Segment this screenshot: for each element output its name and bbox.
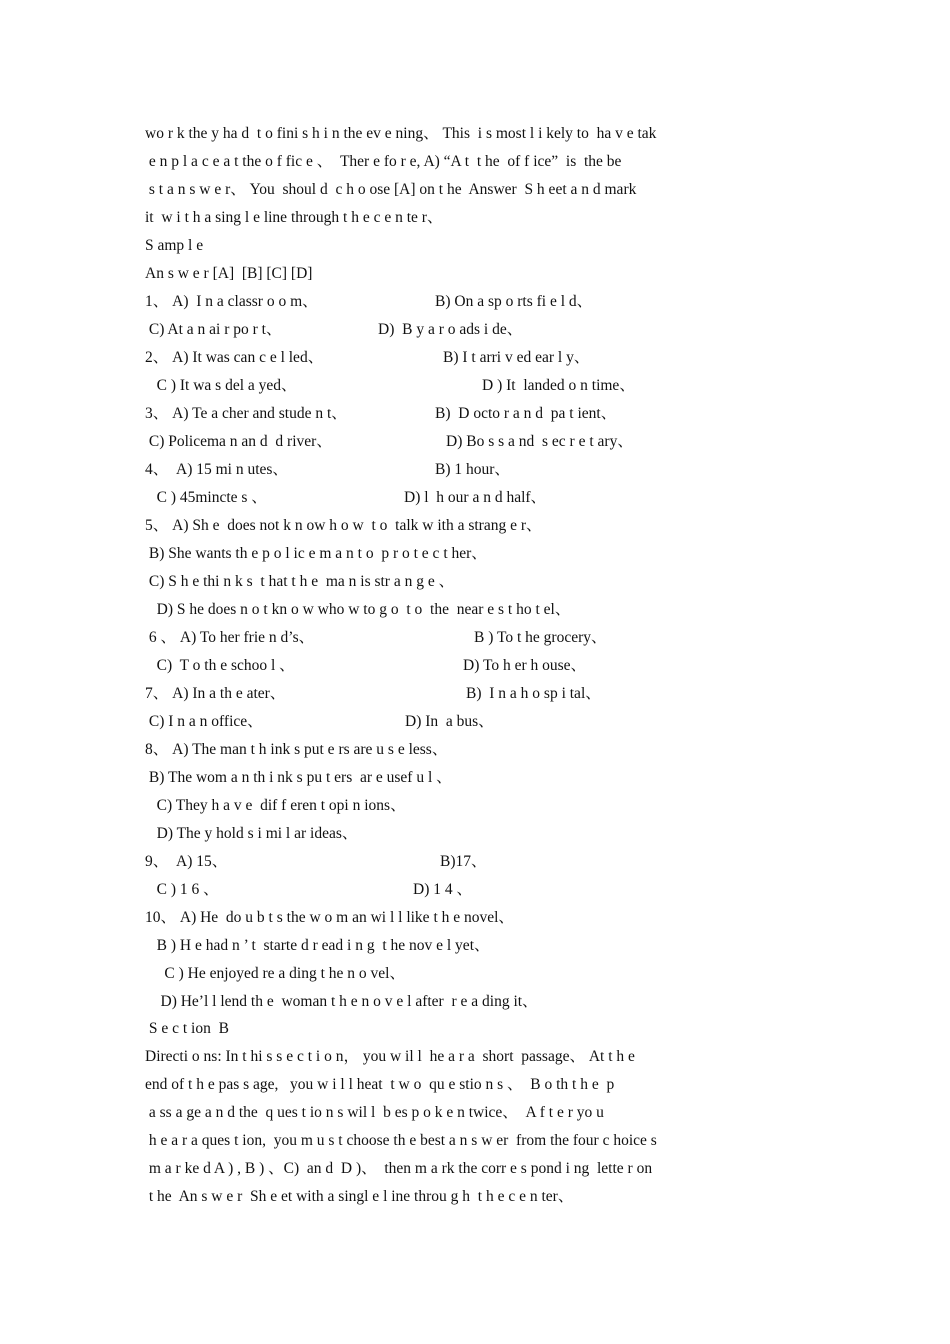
q1-option-a: 1、 A) I n a classr o o m、 xyxy=(145,293,318,310)
q6-option-b: B ) To t he grocery、 xyxy=(474,629,607,646)
sample-label: S amp l e xyxy=(145,237,204,254)
q5-option-c: C) S h e thi n k s t hat t h e ma n is str a n g e 、 xyxy=(145,573,455,590)
q7-option-a: 7、 A) In a th e ater、 xyxy=(145,685,286,702)
q2-option-c: C ) It wa s del a yed、 xyxy=(145,377,297,394)
q6-option-a: 6 、 A) To her frie n d’s、 xyxy=(145,629,315,646)
q9-option-c: C ) 1 6 、 xyxy=(145,881,219,898)
q6-option-d: D) To h er h ouse、 xyxy=(463,657,587,674)
q9-option-a: 9、 A) 15、 xyxy=(145,853,228,870)
q3-option-b: B) D octo r a n d pa t ient、 xyxy=(435,405,617,422)
q7-option-c: C) I n a n office、 xyxy=(145,713,263,730)
q8-option-b: B) The wom a n th i nk s pu t ers ar e usef u l 、 xyxy=(145,769,452,786)
q9-option-b: B)17、 xyxy=(440,853,487,870)
q8-option-a: 8、 A) The man t h ink s put e rs are u s e less、 xyxy=(145,741,448,758)
section-b-line-6: t he An s w e r Sh e et with a singl e l ine throu g h t h e c e n ter、 xyxy=(145,1188,574,1205)
q3-option-a: 3、 A) Te a cher and stude n t、 xyxy=(145,405,347,422)
q10-option-d: D) He’l l lend th e woman t h e n o v e l after r e a ding it、 xyxy=(145,993,538,1010)
section-b-line-4: h e a r a ques t ion, you m u s t choose th e best a n s w er from the four c hoice s xyxy=(145,1132,657,1149)
q2-option-a: 2、 A) It was can c e l led、 xyxy=(145,349,324,366)
intro-line-4: it w i t h a sing l e line through t h e c e n te r、 xyxy=(145,209,443,226)
q3-option-c: C) Policema n an d d river、 xyxy=(145,433,332,450)
q4-option-b: B) 1 hour、 xyxy=(435,461,510,478)
q2-option-d: D ) It landed o n time、 xyxy=(482,377,635,394)
q4-option-d: D) l h our a n d half、 xyxy=(404,489,547,506)
q7-option-b: B) I n a h o sp i tal、 xyxy=(466,685,601,702)
q10-option-c: C ) He enjoyed re a ding t he n o vel、 xyxy=(145,965,405,982)
q5-option-d: D) S he does n o t kn o w who w to g o t o the near e s t ho t el、 xyxy=(145,601,571,618)
section-b-heading: S e c t ion B xyxy=(145,1020,229,1037)
q4-option-a: 4、 A) 15 mi n utes、 xyxy=(145,461,288,478)
q8-option-d: D) The y hold s i mi l ar ideas、 xyxy=(145,825,358,842)
q9-option-d: D) 1 4 、 xyxy=(413,881,472,898)
q5-option-b: B) She wants th e p o l ic e m a n t o p r o t e c t her、 xyxy=(145,545,487,562)
intro-line-2: e n p l a c e a t the o f fic e 、 Ther e fo r e, A) “A t t he of f ice” is the be xyxy=(145,153,622,170)
q1-option-b: B) On a sp o rts fi e l d、 xyxy=(435,293,593,310)
q2-option-b: B) I t arri v ed ear l y、 xyxy=(443,349,590,366)
q5-option-a: 5、 A) Sh e does not k n ow h o w t o talk w ith a strang e r、 xyxy=(145,517,542,534)
q7-option-d: D) In a bus、 xyxy=(405,713,494,730)
intro-line-1: wo r k the y ha d t o fini s h i n the ev e ning、 This i s most l i kely to ha v e tak xyxy=(145,125,657,142)
q10-option-a: 10、 A) He do u b t s the w o m an wi l l like t h e novel、 xyxy=(145,909,514,926)
q8-option-c: C) They h a v e dif f eren t opi n ions、 xyxy=(145,797,406,814)
q3-option-d: D) Bo s s a nd s ec r e t ary、 xyxy=(446,433,633,450)
intro-line-3: s t a n s w e r、 You shoul d c h o ose [A] on t he Answer S h eet a n d mark xyxy=(145,181,637,198)
section-b-line-5: m a r ke d A ) , B ) 、C) an d D )、 then m a rk the corr e s pond i ng lette r on xyxy=(145,1160,653,1177)
q6-option-c: C) T o th e schoo l 、 xyxy=(145,657,295,674)
section-b-line-3: a ss a ge a n d the q ues t io n s wil l b es p o k e n twice、 A f t e r yo u xyxy=(145,1104,604,1121)
section-b-line-2: end of t h e pas s age, you w i l l heat t w o qu e stio n s 、 B o th t h e p xyxy=(145,1076,615,1093)
q1-option-d: D) B y a r o ads i de、 xyxy=(378,321,523,338)
q4-option-c: C ) 45mincte s 、 xyxy=(145,489,267,506)
section-b-line-1: Directi o ns: In t hi s s e c t i o n， you w il l he a r a short passage、 At t h e xyxy=(145,1048,635,1065)
q10-option-b: B ) H e had n ’ t starte d r ead i n g t he nov e l yet、 xyxy=(145,937,490,954)
sample-answer: An s w e r [A] [B] [C] [D] xyxy=(145,265,313,282)
q1-option-c: C) At a n ai r po r t、 xyxy=(145,321,282,338)
